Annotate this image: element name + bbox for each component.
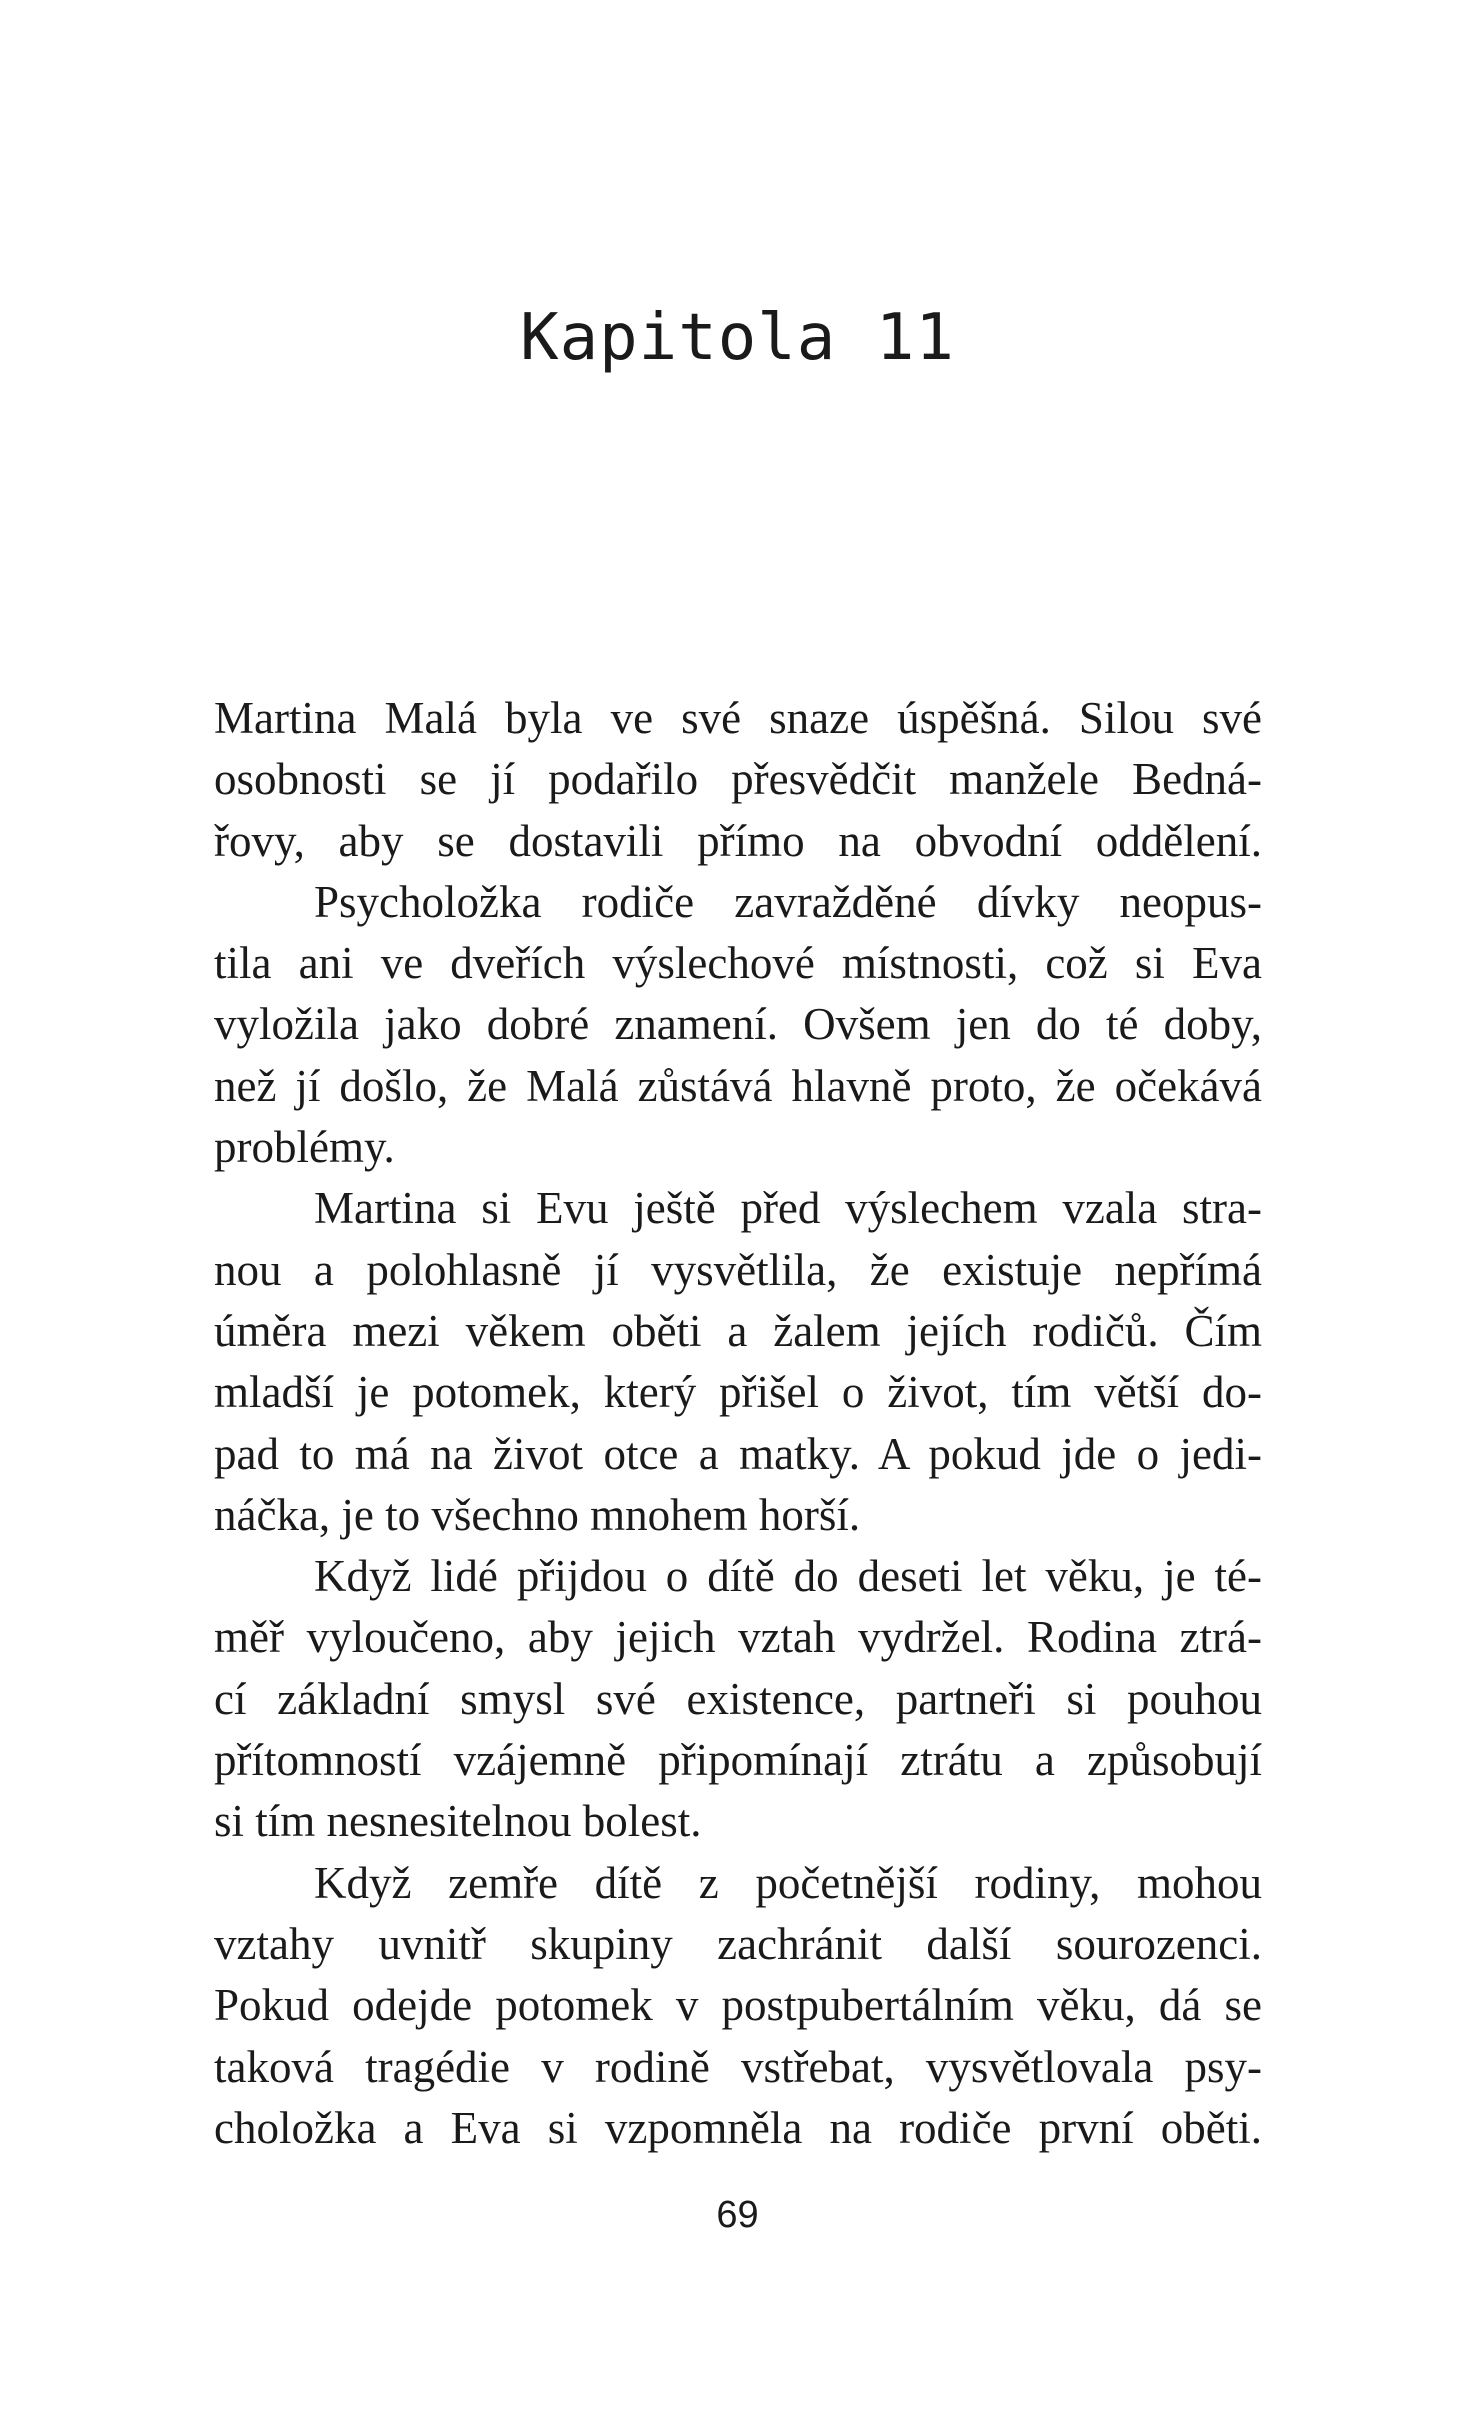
text-line: vztahy uvnitř skupiny zachránit další sourozenci. (214, 1918, 1262, 1969)
text-line: Pokud odejde potomek v postpubertálním věku, dá se (214, 1980, 1262, 2031)
text-line: úměra mezi věkem oběti a žalem jejích rodičů. Čím (214, 1305, 1262, 1356)
text-line: taková tragédie v rodině vstřebat, vysvětlovala psy- (214, 2041, 1262, 2092)
text-line: Když zemře dítě z početnější rodiny, mohou (314, 1857, 1262, 1908)
text-line: si tím nesnesitelnou bolest. (214, 1796, 702, 1847)
text-line: cí základní smysl své existence, partneři si pouhou (214, 1673, 1262, 1724)
text-line: přítomností vzájemně připomínají ztrátu a způsobují (214, 1735, 1262, 1786)
body-text (214, 688, 1262, 2159)
text-line: než jí došlo, že Malá zůstává hlavně proto, že očekává (214, 1060, 1262, 1111)
text-line: náčka, je to všechno mnohem horší. (214, 1489, 861, 1540)
page-number: 69 (716, 2194, 759, 2236)
text-line: choložka a Eva si vzpomněla na rodiče první oběti. (214, 2102, 1262, 2153)
text-line: osobnosti se jí podařilo přesvědčit manžele Bedná- (214, 754, 1262, 805)
text-line: řovy, aby se dostavili přímo na obvodní oddělení. (214, 815, 1262, 866)
text-line: mladší je potomek, který přišel o život, tím větší do- (214, 1367, 1262, 1418)
text-line: vyložila jako dobré znamení. Ovšem jen do té doby, (214, 999, 1262, 1050)
text-line: Když lidé přijdou o dítě do deseti let věku, je té- (314, 1551, 1262, 1602)
text-line: pad to má na život otce a matky. A pokud jde o jedi- (214, 1428, 1262, 1479)
text-line: měř vyloučeno, aby jejich vztah vydržel. Rodina ztrá- (214, 1612, 1262, 1663)
text-line: tila ani ve dveřích výslechové místnosti, což si Eva (214, 938, 1262, 989)
text-line: problémy. (214, 1122, 395, 1173)
text-line: nou a polohlasně jí vysvětlila, že existuje nepřímá (214, 1244, 1262, 1295)
chapter-title: Kapitola 11 (520, 301, 955, 375)
text-line: Martina Malá byla ve své snaze úspěšná. Silou své (214, 693, 1262, 743)
text-line: Martina si Evu ještě před výslechem vzala stra- (314, 1183, 1262, 1234)
text-line: Psycholožka rodiče zavražděné dívky neopus- (314, 876, 1262, 927)
